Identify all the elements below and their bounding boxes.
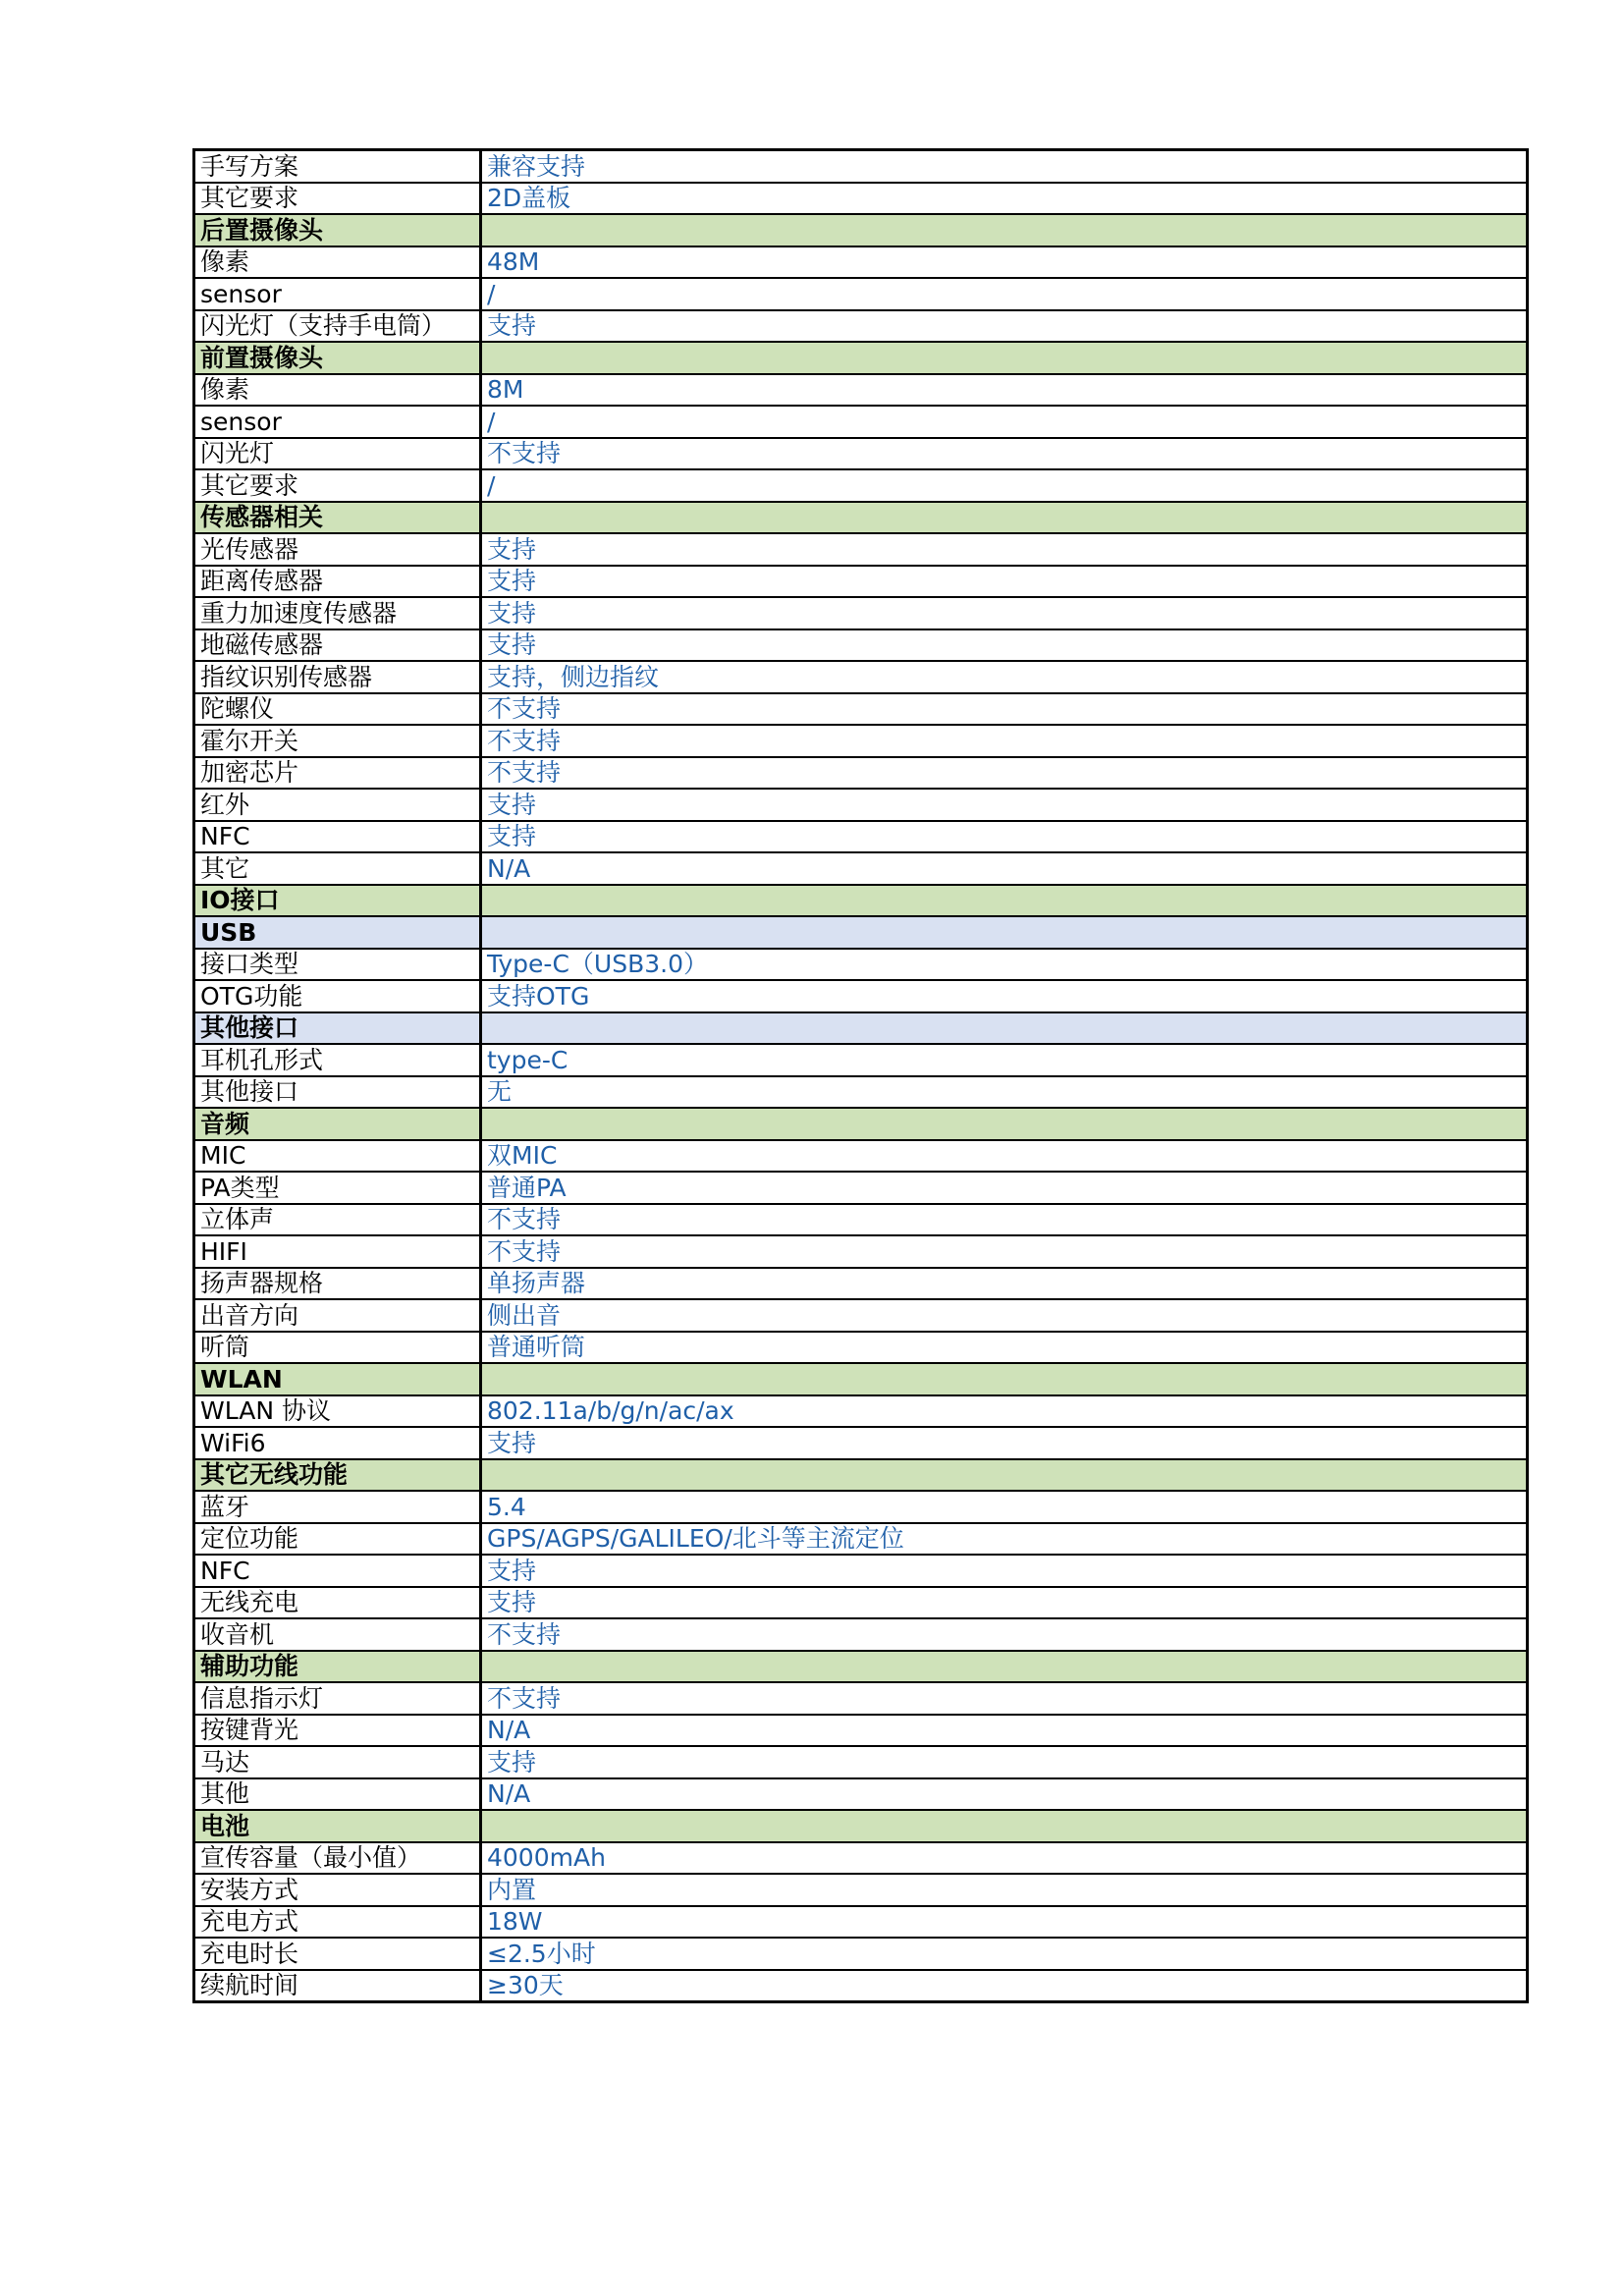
- spec-label: 霍尔开关: [194, 725, 481, 757]
- section-value-empty: [481, 885, 1528, 917]
- spec-value: 支持: [481, 597, 1528, 629]
- section-header-row: [194, 1651, 1528, 1683]
- spec-label: WiFi6: [194, 1427, 481, 1459]
- spec-value: 支持，侧边指纹: [481, 661, 1528, 693]
- spec-label: NFC: [194, 821, 481, 853]
- spec-row: [194, 821, 1528, 853]
- spec-label: 重力加速度传感器: [194, 597, 481, 629]
- spec-label: 扬声器规格: [194, 1268, 481, 1300]
- spec-value: 不支持: [481, 1235, 1528, 1268]
- spec-value: 内置: [481, 1874, 1528, 1906]
- spec-row: [194, 1618, 1528, 1651]
- spec-value: 支持: [481, 1746, 1528, 1778]
- spec-row: [194, 1842, 1528, 1875]
- spec-value: N/A: [481, 852, 1528, 885]
- spec-value: 支持: [481, 1555, 1528, 1587]
- spec-row: [194, 725, 1528, 757]
- section-title: 其他接口: [194, 1012, 481, 1045]
- spec-value: 不支持: [481, 1204, 1528, 1236]
- spec-row: [194, 1268, 1528, 1300]
- spec-row: [194, 1044, 1528, 1076]
- spec-row: [194, 183, 1528, 215]
- spec-row: [194, 661, 1528, 693]
- section-value-empty: [481, 1459, 1528, 1492]
- spec-label: 其它要求: [194, 469, 481, 502]
- spec-label: 指纹识别传感器: [194, 661, 481, 693]
- spec-value: 48M: [481, 246, 1528, 279]
- spec-label: sensor: [194, 406, 481, 438]
- spec-row: [194, 1491, 1528, 1523]
- spec-row: [194, 566, 1528, 598]
- spec-row: [194, 597, 1528, 629]
- spec-row: [194, 949, 1528, 981]
- section-value-empty: [481, 342, 1528, 374]
- spec-row: [194, 1906, 1528, 1939]
- spec-value: 不支持: [481, 725, 1528, 757]
- section-header-row: [194, 502, 1528, 534]
- spec-value: Type-C（USB3.0）: [481, 949, 1528, 981]
- spec-label: WLAN 协议: [194, 1395, 481, 1428]
- spec-table: [192, 148, 1529, 2003]
- spec-label: 耳机孔形式: [194, 1044, 481, 1076]
- spec-label: 信息指示灯: [194, 1682, 481, 1715]
- spec-value: 支持: [481, 821, 1528, 853]
- spec-value: ≤2.5小时: [481, 1938, 1528, 1970]
- spec-label: 闪光灯: [194, 438, 481, 470]
- spec-row: [194, 1682, 1528, 1715]
- spec-row: [194, 310, 1528, 343]
- section-value-empty: [481, 502, 1528, 534]
- spec-label: 马达: [194, 1746, 481, 1778]
- spec-row: [194, 150, 1528, 183]
- spec-row: [194, 533, 1528, 566]
- spec-row: [194, 1204, 1528, 1236]
- spec-value: /: [481, 406, 1528, 438]
- spec-row: [194, 693, 1528, 726]
- spec-value: GPS/AGPS/GALILEO/北斗等主流定位: [481, 1523, 1528, 1556]
- section-header-row: [194, 885, 1528, 917]
- section-header-row: [194, 1459, 1528, 1492]
- spec-value: 不支持: [481, 1682, 1528, 1715]
- spec-label: 听筒: [194, 1332, 481, 1364]
- spec-value: N/A: [481, 1778, 1528, 1811]
- spec-value: type-C: [481, 1044, 1528, 1076]
- spec-value: 支持OTG: [481, 980, 1528, 1012]
- spec-value: 支持: [481, 533, 1528, 566]
- spec-value: 18W: [481, 1906, 1528, 1939]
- spec-row: [194, 1715, 1528, 1747]
- spec-row: [194, 1395, 1528, 1428]
- section-header-row: [194, 1810, 1528, 1842]
- section-value-empty: [481, 214, 1528, 246]
- section-title: IO接口: [194, 885, 481, 917]
- spec-value: 支持: [481, 1427, 1528, 1459]
- spec-row: [194, 1778, 1528, 1811]
- spec-row: [194, 1523, 1528, 1556]
- spec-value: 双MIC: [481, 1140, 1528, 1173]
- spec-label: 陀螺仪: [194, 693, 481, 726]
- section-value-empty: [481, 1810, 1528, 1842]
- spec-row: [194, 852, 1528, 885]
- spec-row: [194, 1427, 1528, 1459]
- spec-row: [194, 278, 1528, 310]
- spec-label: 距离传感器: [194, 566, 481, 598]
- spec-value: 2D盖板: [481, 183, 1528, 215]
- spec-value: 单扬声器: [481, 1268, 1528, 1300]
- spec-value: 不支持: [481, 438, 1528, 470]
- section-title: 辅助功能: [194, 1651, 481, 1683]
- spec-label: 其他接口: [194, 1076, 481, 1109]
- spec-row: [194, 789, 1528, 821]
- spec-row: [194, 438, 1528, 470]
- spec-row: [194, 1299, 1528, 1332]
- section-value-empty: [481, 1651, 1528, 1683]
- spec-row: [194, 629, 1528, 662]
- spec-table-body: [194, 150, 1528, 2002]
- spec-row: [194, 1587, 1528, 1619]
- spec-label: 光传感器: [194, 533, 481, 566]
- spec-value: 4000mAh: [481, 1842, 1528, 1875]
- section-header-row: [194, 1108, 1528, 1140]
- spec-label: 其它: [194, 852, 481, 885]
- spec-row: [194, 1555, 1528, 1587]
- spec-label: 立体声: [194, 1204, 481, 1236]
- spec-row: [194, 980, 1528, 1012]
- spec-row: [194, 246, 1528, 279]
- spec-value: N/A: [481, 1715, 1528, 1747]
- spec-value: /: [481, 469, 1528, 502]
- spec-label: 收音机: [194, 1618, 481, 1651]
- section-title: 前置摄像头: [194, 342, 481, 374]
- section-title: 电池: [194, 1810, 481, 1842]
- spec-row: [194, 1235, 1528, 1268]
- spec-value: 普通PA: [481, 1172, 1528, 1204]
- spec-value: 侧出音: [481, 1299, 1528, 1332]
- section-title: 音频: [194, 1108, 481, 1140]
- section-value-empty: [481, 1012, 1528, 1045]
- section-header-row: [194, 342, 1528, 374]
- spec-value: 5.4: [481, 1491, 1528, 1523]
- spec-label: 充电方式: [194, 1906, 481, 1939]
- spec-value: 支持: [481, 629, 1528, 662]
- section-title: WLAN: [194, 1363, 481, 1395]
- spec-label: 地磁传感器: [194, 629, 481, 662]
- spec-label: 充电时长: [194, 1938, 481, 1970]
- spec-label: MIC: [194, 1140, 481, 1173]
- spec-row: [194, 1140, 1528, 1173]
- section-title: USB: [194, 916, 481, 949]
- spec-label: 出音方向: [194, 1299, 481, 1332]
- section-header-row: [194, 1363, 1528, 1395]
- spec-label: 红外: [194, 789, 481, 821]
- section-title: 其它无线功能: [194, 1459, 481, 1492]
- spec-value: 普通听筒: [481, 1332, 1528, 1364]
- spec-label: 安装方式: [194, 1874, 481, 1906]
- section-value-empty: [481, 1363, 1528, 1395]
- section-value-empty: [481, 916, 1528, 949]
- spec-row: [194, 374, 1528, 407]
- section-value-empty: [481, 1108, 1528, 1140]
- spec-row: [194, 1332, 1528, 1364]
- spec-value: 支持: [481, 310, 1528, 343]
- section-title: 传感器相关: [194, 502, 481, 534]
- spec-value: ≥30天: [481, 1970, 1528, 2002]
- spec-row: [194, 757, 1528, 790]
- spec-label: 宣传容量（最小值）: [194, 1842, 481, 1875]
- spec-row: [194, 406, 1528, 438]
- spec-value: 不支持: [481, 1618, 1528, 1651]
- spec-row: [194, 1172, 1528, 1204]
- spec-value: 不支持: [481, 757, 1528, 790]
- spec-row: [194, 1746, 1528, 1778]
- spec-value: /: [481, 278, 1528, 310]
- spec-label: 像素: [194, 246, 481, 279]
- spec-label: 续航时间: [194, 1970, 481, 2002]
- spec-label: 按键背光: [194, 1715, 481, 1747]
- section-header-row: [194, 1012, 1528, 1045]
- spec-label: 蓝牙: [194, 1491, 481, 1523]
- spec-label: 接口类型: [194, 949, 481, 981]
- spec-value: 支持: [481, 566, 1528, 598]
- spec-label: 像素: [194, 374, 481, 407]
- spec-label: OTG功能: [194, 980, 481, 1012]
- spec-label: HIFI: [194, 1235, 481, 1268]
- spec-value: 不支持: [481, 693, 1528, 726]
- spec-label: 其它要求: [194, 183, 481, 215]
- spec-label: NFC: [194, 1555, 481, 1587]
- spec-label: PA类型: [194, 1172, 481, 1204]
- spec-row: [194, 1076, 1528, 1109]
- spec-value: 无: [481, 1076, 1528, 1109]
- spec-label: sensor: [194, 278, 481, 310]
- spec-label: 加密芯片: [194, 757, 481, 790]
- spec-label: 其他: [194, 1778, 481, 1811]
- spec-row: [194, 1874, 1528, 1906]
- spec-value: 8M: [481, 374, 1528, 407]
- spec-value: 802.11a/b/g/n/ac/ax: [481, 1395, 1528, 1428]
- spec-label: 闪光灯（支持手电筒）: [194, 310, 481, 343]
- spec-label: 无线充电: [194, 1587, 481, 1619]
- spec-row: [194, 1938, 1528, 1970]
- spec-value: 支持: [481, 789, 1528, 821]
- spec-label: 定位功能: [194, 1523, 481, 1556]
- spec-value: 支持: [481, 1587, 1528, 1619]
- section-header-row: [194, 214, 1528, 246]
- section-title: 后置摄像头: [194, 214, 481, 246]
- spec-row: [194, 469, 1528, 502]
- spec-row: [194, 1970, 1528, 2002]
- section-header-row: [194, 916, 1528, 949]
- spec-value: 兼容支持: [481, 150, 1528, 183]
- spec-label: 手写方案: [194, 150, 481, 183]
